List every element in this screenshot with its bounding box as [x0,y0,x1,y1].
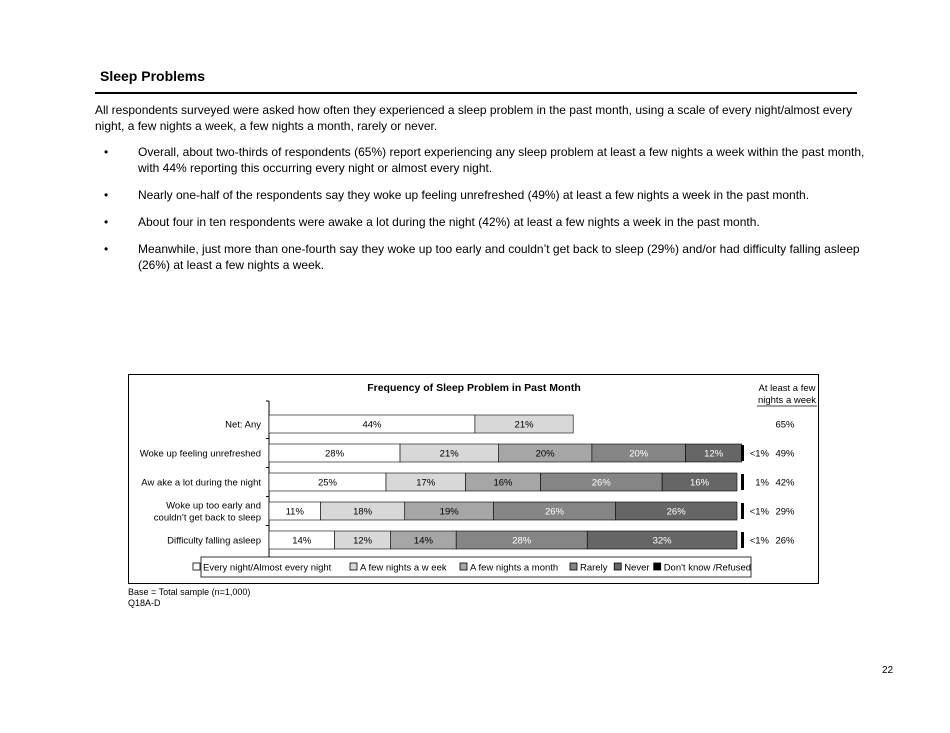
legend-label: Every night/Almost every night [203,562,332,574]
findings-list [104,144,874,284]
category-label: Woke up too early and [166,500,261,512]
legend-swatch [614,563,621,570]
data-label: 28% [512,535,532,547]
data-label: 19% [439,506,459,518]
data-label: 11% [285,506,304,518]
legend-label: A few nights a month [470,562,559,574]
dont-know-label: <1% [749,506,769,518]
dont-know-marker [741,532,744,548]
data-label: 17% [416,477,436,489]
bullet-icon: • [104,242,109,256]
category-label: Difficulty falling asleep [167,535,261,547]
finding-item [104,187,874,203]
dont-know-marker [741,503,744,519]
data-label: 26% [666,506,686,518]
finding-text: About four in ten respondents were awake a lot during the night (42%) at least a few nights a week in the past month. [138,215,760,229]
at-least-few-value: 49% [775,448,795,460]
page-number: 22 [882,665,894,676]
data-label: 14% [413,535,433,547]
category-label: Net: Any [225,419,261,431]
data-label: 12% [353,535,373,547]
dont-know-marker [741,445,744,461]
legend-label: Never [624,562,650,574]
data-label: 16% [493,477,513,489]
finding-text: Meanwhile, just more than one-fourth say they woke up too early and couldn’t get back to sleep (29%) and/or had difficulty falling asleep (26%) at least a few nights a week. [138,242,860,272]
legend-swatch [654,563,661,570]
legend-label: Rarely [580,562,608,574]
finding-text: Nearly one-half of the respondents say they woke up feeling unrefreshed (49%) at least a few nights a week in the past month. [138,188,810,202]
dont-know-label: <1% [749,448,769,460]
legend-swatch [570,563,577,570]
category-label: couldn’t get back to sleep [153,512,261,524]
finding-item [104,144,874,176]
bullet-icon: • [104,145,109,159]
data-label: 21% [514,419,534,431]
data-label: 20% [535,448,555,460]
chart-canvas [129,375,820,585]
dont-know-marker [741,474,744,490]
chart-title: Frequency of Sleep Problem in Past Month [367,382,581,394]
side-header-line1: At least a few [758,383,816,394]
category-label: Woke up feeling unrefreshed [139,448,261,460]
bullet-icon: • [104,188,109,202]
data-label: 16% [690,477,710,489]
at-least-few-value: 26% [775,535,795,547]
finding-item [104,241,874,273]
intro-paragraph: All respondents surveyed were asked how often they experienced a sleep problem in the past month, using a scale of every night/almost every night, a few nights a week, a few nights a month, rarely or never. [95,103,853,133]
legend-swatch [460,563,467,570]
data-label: 21% [439,448,459,460]
legend-swatch [193,563,200,570]
at-least-few-value: 42% [775,477,795,489]
data-label: 18% [353,506,373,518]
data-label: 44% [362,419,382,431]
data-label: 26% [591,477,611,489]
data-label: 26% [544,506,564,518]
finding-item [104,214,874,230]
at-least-few-value: 65% [775,419,795,431]
page-title: Sleep Problems [100,68,206,84]
data-label: 28% [325,448,345,460]
data-label: 14% [292,535,312,547]
sleep-frequency-chart [128,374,819,584]
data-label: 20% [629,448,649,460]
legend-label: A few nights a w eek [360,562,447,574]
dont-know-label: <1% [749,535,769,547]
dont-know-label: 1% [755,477,769,489]
footnote [128,587,250,609]
category-label: Aw ake a lot during the night [141,477,261,489]
data-label: 32% [652,535,672,547]
bullet-icon: • [104,215,109,229]
base-note: Base = Total sample (n=1,000) [128,587,251,597]
legend-swatch [350,563,357,570]
finding-text: Overall, about two-thirds of respondents (65%) report experiencing any sleep problem at least a few nights a week within the past month, with 44% reporting this occurring every night or almost every night. [138,145,865,175]
data-label: 25% [317,477,338,489]
title-divider [95,92,857,94]
side-header-line2: nights a week [757,395,817,406]
data-label: 12% [704,448,724,460]
question-code: Q18A-D [128,598,161,608]
legend-label: Don't know /Refused [663,562,752,574]
at-least-few-value: 29% [775,506,795,518]
